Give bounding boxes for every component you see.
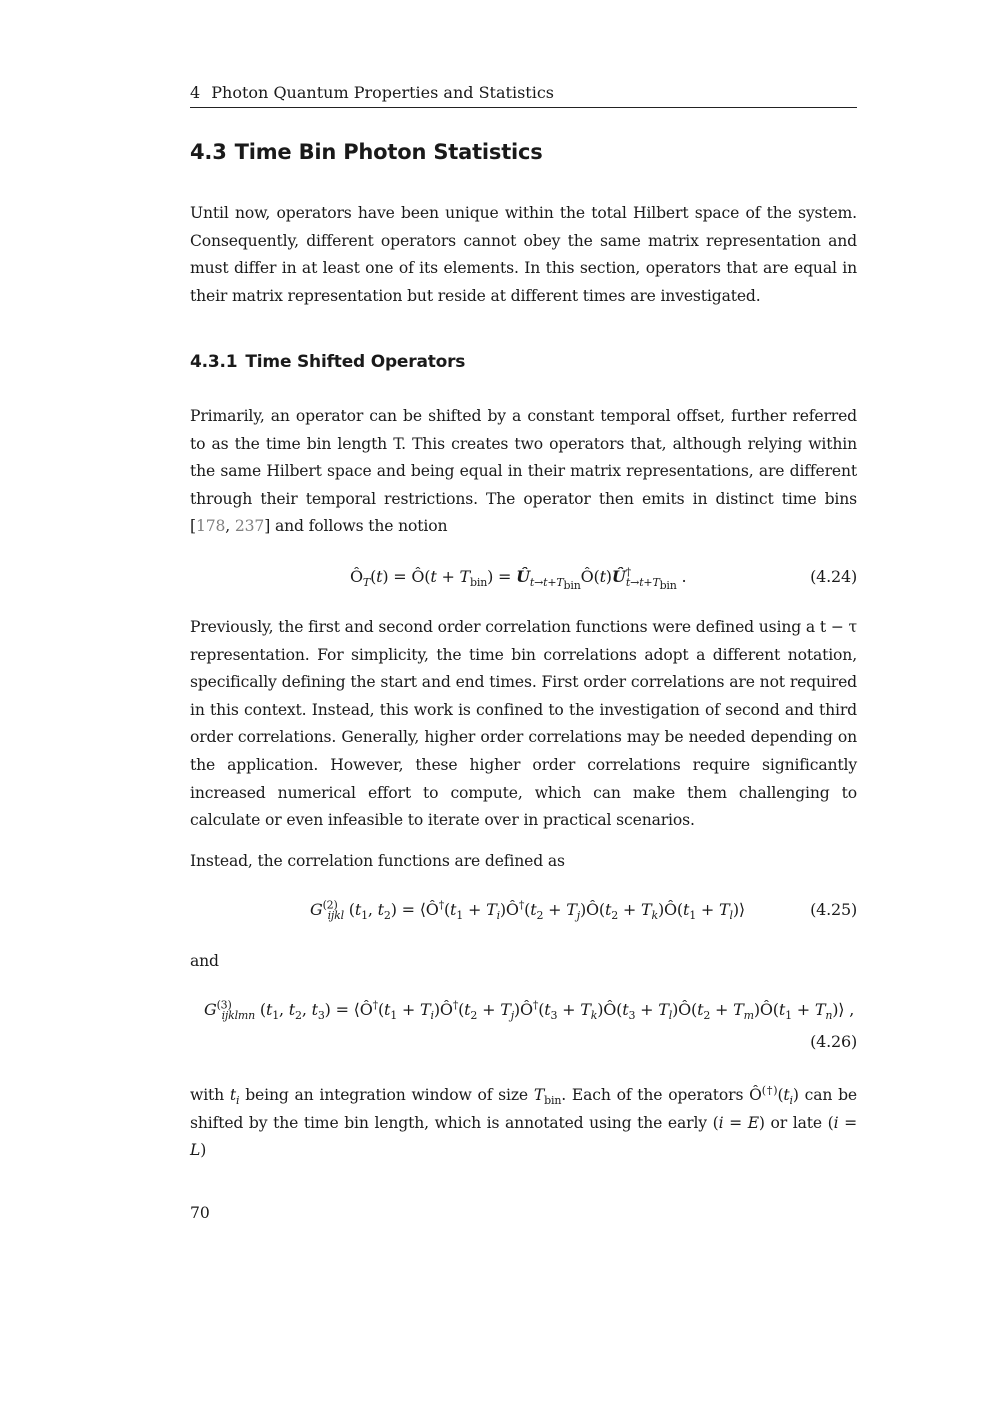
paragraph-4-part-3: . Each of the operators <box>561 1086 750 1104</box>
subsection-heading <box>190 350 465 374</box>
equation-4-25-body: $G^{(2)}_{ijkl}$ ($t_1$, $t_2$) = $⟨Ô^\dagger(t_1$ + $T_i)Ô^\dagger(t_2$ + $T_j)Ô(t_2$ + $T_k)Ô(t_1$ + $T_l)⟩$ <box>310 898 745 923</box>
paragraph-correlation-intro: Instead, the correlation functions are defined as <box>190 852 565 870</box>
paragraph-4-part-1: with <box>190 1086 230 1104</box>
section-title: Time Bin Photon Statistics <box>234 140 543 164</box>
equation-4-26-number: (4.26) <box>810 1032 857 1051</box>
page <box>190 0 857 1414</box>
paragraph-correlation-notation: Previously, the first and second order correlation functions were defined using a t − τ representation. For simplicity, the time bin correlations adopt a different notation, specifically defining the start and end times. First order correlations are not required in this context. Instead, this work is confined to the investigation of second and third order correlations. Generally, higher order correlations may be needed depending on the application. However, these higher order correlations require significantly increased numerical effort to compute, which can make them challenging to calculate or even infeasible to iterate over in practical scenarios. <box>190 618 857 830</box>
equation-4-25 <box>190 898 857 930</box>
paragraph-text-after-refs: ] and follows the notion <box>264 517 448 536</box>
subsection-title: Time Shifted Operators <box>245 352 466 372</box>
running-head <box>190 82 857 108</box>
equation-4-26 <box>190 998 857 1058</box>
citation-separator: , <box>225 517 235 536</box>
equation-4-25-number: (4.25) <box>810 900 857 919</box>
subsection-number: 4.3.1 <box>190 352 238 372</box>
running-head-chapter-number: 4 <box>190 83 201 102</box>
section-number: 4.3 <box>190 140 227 164</box>
running-head-chapter-title: Photon Quantum Properties and Statistics <box>211 83 554 102</box>
equation-4-24-body: $Ô_T(t)$ = Ô(t + $T_{bin}$) = $Û_{t\to t+T_{bin}}Ô(t)Û^\dagger_{t\to t+T_{bin}}$ . <box>350 565 687 593</box>
paragraph-4-part-5: ) or late ( <box>758 1113 834 1132</box>
equation-4-26-body: $G^{(3)}_{ijklmn}$ ($t_1$, $t_2$, $t_3$) = $⟨Ô^\dagger(t_1$ + $T_i)Ô^\dagger(t_2$ + $T_j)Ô^\dagger(t_3$ + $T_k)Ô(t_3$ + $T_l)Ô(t_2$ + $T_m)Ô(t_1$ + $T_n)⟩$ , <box>204 998 855 1023</box>
citation-178[interactable]: 178 <box>195 517 226 536</box>
paragraph-text-before-refs: Primarily, an operator can be shifted by a constant temporal offset, further referred to as the time bin length T. This creates two operators that, although relying within the same Hilbert space and being equal in their matrix representations, are different through their temporal restrictions. The operator then emits in distinct time bins [ <box>190 407 857 536</box>
paragraph-operator-shift: with $t_i$ being an integration window of size $T_{bin}$. Each of the operators $Ô^{(\dagger)}(t_i)$ can be shifted by the time bin length, which is annotated using the early (i = E) or late (i = L) <box>190 1083 858 1160</box>
intro-paragraph: Until now, operators have been unique within the total Hilbert space of the system. Consequently, different operators cannot obey the same matrix representation and must differ in at least one of its elements. In this section, operators that are equal in their matrix representation but reside at different times are investigated. <box>190 204 857 305</box>
page-number: 70 <box>190 1204 210 1222</box>
equation-4-24-number: (4.24) <box>810 567 857 586</box>
paragraph-4-part-2: being an integration window of size <box>239 1086 534 1104</box>
paragraph-4-part-4: can be shifted by the time bin length, which is annotated using the early ( <box>190 1086 858 1132</box>
equation-4-24 <box>190 565 857 595</box>
citation-237[interactable]: 237 <box>234 517 265 536</box>
connector-text: and <box>190 952 219 970</box>
paragraph-time-bin-definition <box>190 403 857 541</box>
section-heading <box>190 138 543 166</box>
